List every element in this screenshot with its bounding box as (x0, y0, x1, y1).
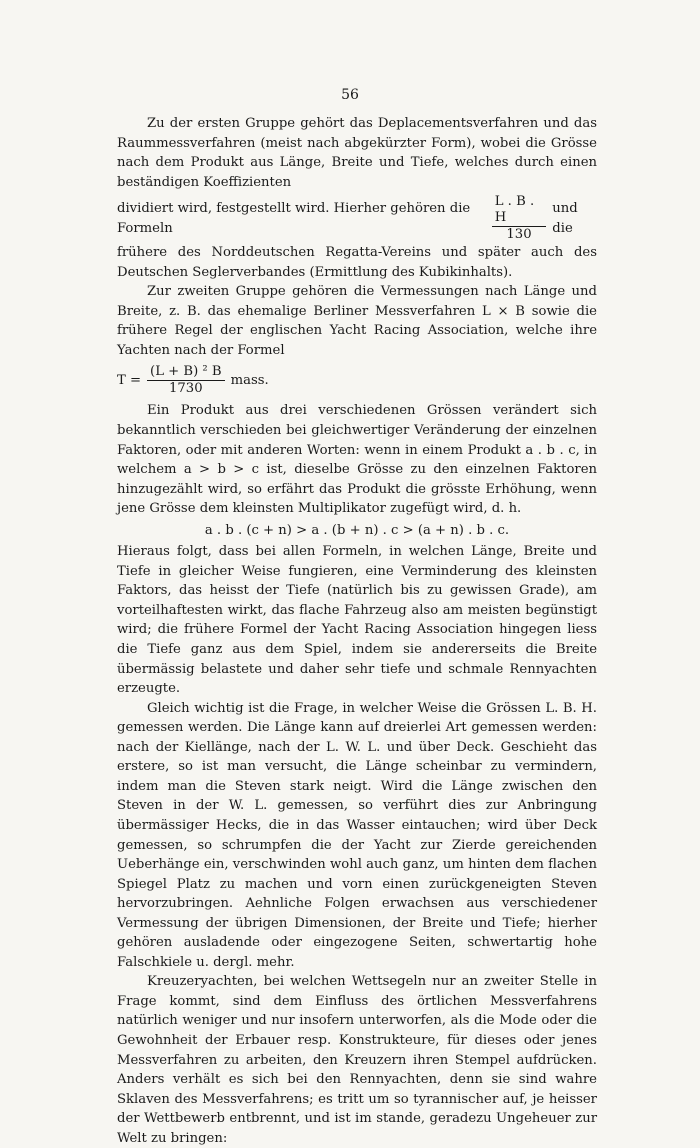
paragraph-5: Kreuzeryachten, bei welchen Wettsegeln nur an zweiter Stelle in Frage kommt, sind dem Einfluss des örtlichen Messverfahrens natürlich weniger und nur insofern unterworfen, als die Mode oder die Gewohnheit der Erbauer resp. Konstrukteure, für dieses oder jenes Messverfahren zu arbeiten, den Kreuzern ihren Stempel aufdrücken. Anders verhält es sich bei den Rennyachten, denn sie sind wahre Sklaven des Messverfahrens; es tritt um so tyrannischer auf, je heisser der Wettbewerb entbrennt, und ist im stande, geradezu Ungeheuer zur Welt zu bringen: (117, 974, 597, 1146)
paragraph-3-continued: Hieraus folgt, dass bei allen Formeln, in welchen Länge, Breite und Tiefe in gleicher Weise fungieren, eine Verminderung des kleinsten Faktors, das heisst der Tiefe (natürlich bis zu gewissen Grade), am vorteilhaftesten wirkt, das flache Fahrzeug also am meisten begünstigt wird; die frühere Formel der Yacht Racing Association hingegen liess die Tiefe ganz aus dem Spiel, indem sie andererseits die Breite übermässig belastete und daher sehr tiefe und schmale Rennyachten erzeugte. (117, 544, 597, 697)
paragraph-4: Gleich wichtig ist die Frage, in welcher Weise die Grössen L. B. H. gemessen werden. Die Länge kann auf dreierlei Art gemessen werden: nach der Kiellänge, nach der L. W. L. und über Deck. Geschieht das erstere, so ist man versucht, die Länge scheinbar zu vermindern, indem man die Steven stark neigt. Wird die Länge zwischen den Steven in der W. L. gemessen, so verführt dies zur Anbringung übermässiger Hecks, die in das Wasser eintauchen; wird über Deck gemessen, so schrumpfen die der Yacht zur Zierde gereichenden Ueberhänge ein, verschwinden wohl auch ganz, um hinten dem flachen Spiegel Platz zu machen und vorn einen zurückgeneigten Steven hervorzubringen. Aehnliche Folgen erwachsen aus verschiedener Vermessung der übrigen Dimensionen, der Breite und Tiefe; hierher gehören ausladende oder eingezogene Seiten, schwertartig hohe Falschkiele u. dergl. mehr. (117, 700, 597, 970)
formula-line-yra (117, 364, 597, 397)
formula-tail-text: und die (552, 201, 578, 236)
fraction-denominator: 1730 (169, 381, 203, 397)
fraction-yra (147, 364, 225, 397)
paragraph-2: Zur zweiten Gruppe gehören die Vermessungen nach Länge und Breite, z. B. das ehemalige Berliner Messverfahren L × B sowie die frühere Regel der englischen Yacht Racing Association, welche ihre Yachten nach der Formel (117, 284, 597, 358)
inequality-formula: a . b . (c + n) > a . (b + n) . c > (a + n) . b . c. (204, 522, 510, 538)
page-body (117, 114, 597, 1148)
page-number: 56 (341, 87, 359, 103)
paragraph-1-rest: frühere des Norddeutschen Regatta-Vereins und später auch des Deutschen Seglerverbandes (Ermittlung des Kubikinhalts). (117, 245, 597, 280)
fraction-numerator: (L + B) ² B (147, 364, 225, 381)
fraction-lbh (492, 194, 547, 243)
formula-line-lbh (117, 194, 597, 243)
paragraph-3: Ein Produkt aus drei verschiedenen Grössen verändert sich bekanntlich verschieden bei gleichwertiger Veränderung der einzelnen Faktoren, oder mit anderen Worten: wenn in einem Produkt a . b . c, in welchem a > b > c ist, dieselbe Grösse zu den einzelnen Faktoren hinzugezählt wird, so erfährt das Produkt die grösste Erhöhung, wenn jene Grösse dem kleinsten Multiplikator zugefügt wird, d. h. (117, 403, 597, 517)
fraction-numerator: L . B . H (492, 194, 547, 227)
formula-tail-text: mass. (230, 373, 269, 389)
paragraph-1: Zu der ersten Gruppe gehört das Deplacementsverfahren und das Raummessverfahren (meist nach abgekürzter Form), wobei die Grösse nach dem Produkt aus Länge, Breite und Tiefe, welches durch einen beständigen Koeffizienten (117, 116, 597, 190)
formula-lead-text: dividiert wird, festgestellt wird. Hierher gehören die Formeln (117, 201, 471, 236)
fraction-denominator: 130 (506, 227, 532, 243)
formula-lhs: T = (117, 373, 142, 389)
